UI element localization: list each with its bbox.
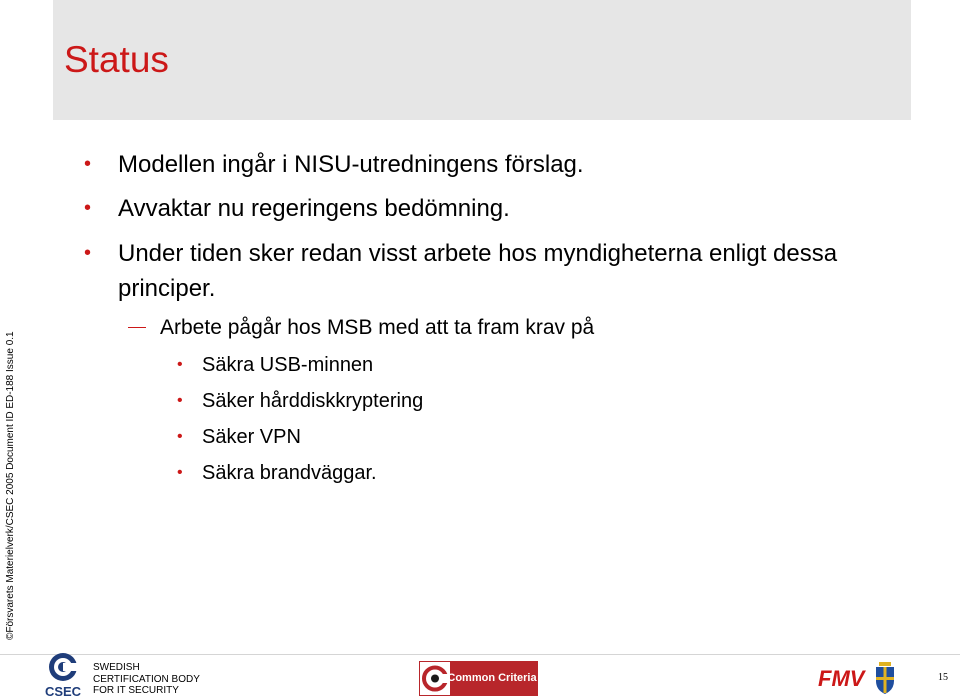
fmv-wordmark: FMV (818, 666, 865, 691)
sub-sub-bullet-text: Säker hårddiskkryptering (202, 390, 424, 412)
bullet-text: Under tiden sker redan visst arbete hos myndigheterna enligt dessa principer. (118, 240, 838, 302)
common-criteria-emblem-icon (420, 662, 450, 695)
sub-sub-bullet-text: Säkra brandväggar. (202, 462, 377, 484)
sub-sub-bullet-item (177, 424, 802, 450)
fmv-crest-icon (876, 662, 894, 694)
common-criteria-emblem-container (420, 662, 450, 695)
sub-sub-bullet-text: Säkra USB-minnen (202, 354, 374, 376)
sub-sub-bullet-item (177, 460, 802, 486)
slide-title: Status (64, 39, 169, 80)
common-criteria-label: Common Criteria (447, 672, 537, 684)
sub-sub-bullet-item (177, 388, 802, 414)
bullet-text: Avvaktar nu regeringens bedömning. (118, 195, 510, 222)
bullet-dot-icon: • (84, 197, 92, 219)
sub-bullet-item (160, 314, 860, 342)
copyright-side-note: ©Försvarets Materielverk/CSEC 2005 Document ID ED-188 Issue 0.1 (5, 331, 16, 640)
bullet-dot-icon: • (177, 392, 183, 409)
common-criteria-badge (419, 661, 538, 696)
sub-sub-bullet-item (177, 352, 802, 378)
bullet-item (84, 236, 878, 306)
sub-sub-bullet-text: Säker VPN (202, 426, 301, 448)
bullet-dot-icon: • (84, 153, 92, 175)
sub-bullet-text: Arbete pågår hos MSB med att ta fram krav på (160, 316, 595, 339)
csec-tagline-line: CERTIFICATION BODY (93, 673, 200, 685)
bullet-item (84, 147, 878, 182)
csec-wordmark: CSEC (44, 684, 82, 699)
fmv-logo (818, 661, 896, 695)
dash-icon (128, 327, 146, 328)
bullet-dot-icon: • (177, 356, 183, 373)
csec-tagline-line: FOR IT SECURITY (93, 685, 179, 696)
csec-tagline (93, 662, 200, 697)
bullet-dot-icon: • (84, 242, 92, 264)
bullet-item (84, 191, 878, 226)
page-number: 15 (938, 672, 948, 683)
footer-divider (0, 654, 960, 655)
csec-logo-icon (40, 650, 86, 699)
csec-tagline-line: SWEDISH (93, 662, 140, 673)
bullet-text: Modellen ingår i NISU-utredningens förslag. (118, 151, 584, 178)
bullet-dot-icon: • (177, 428, 183, 445)
bullet-dot-icon: • (177, 464, 183, 481)
